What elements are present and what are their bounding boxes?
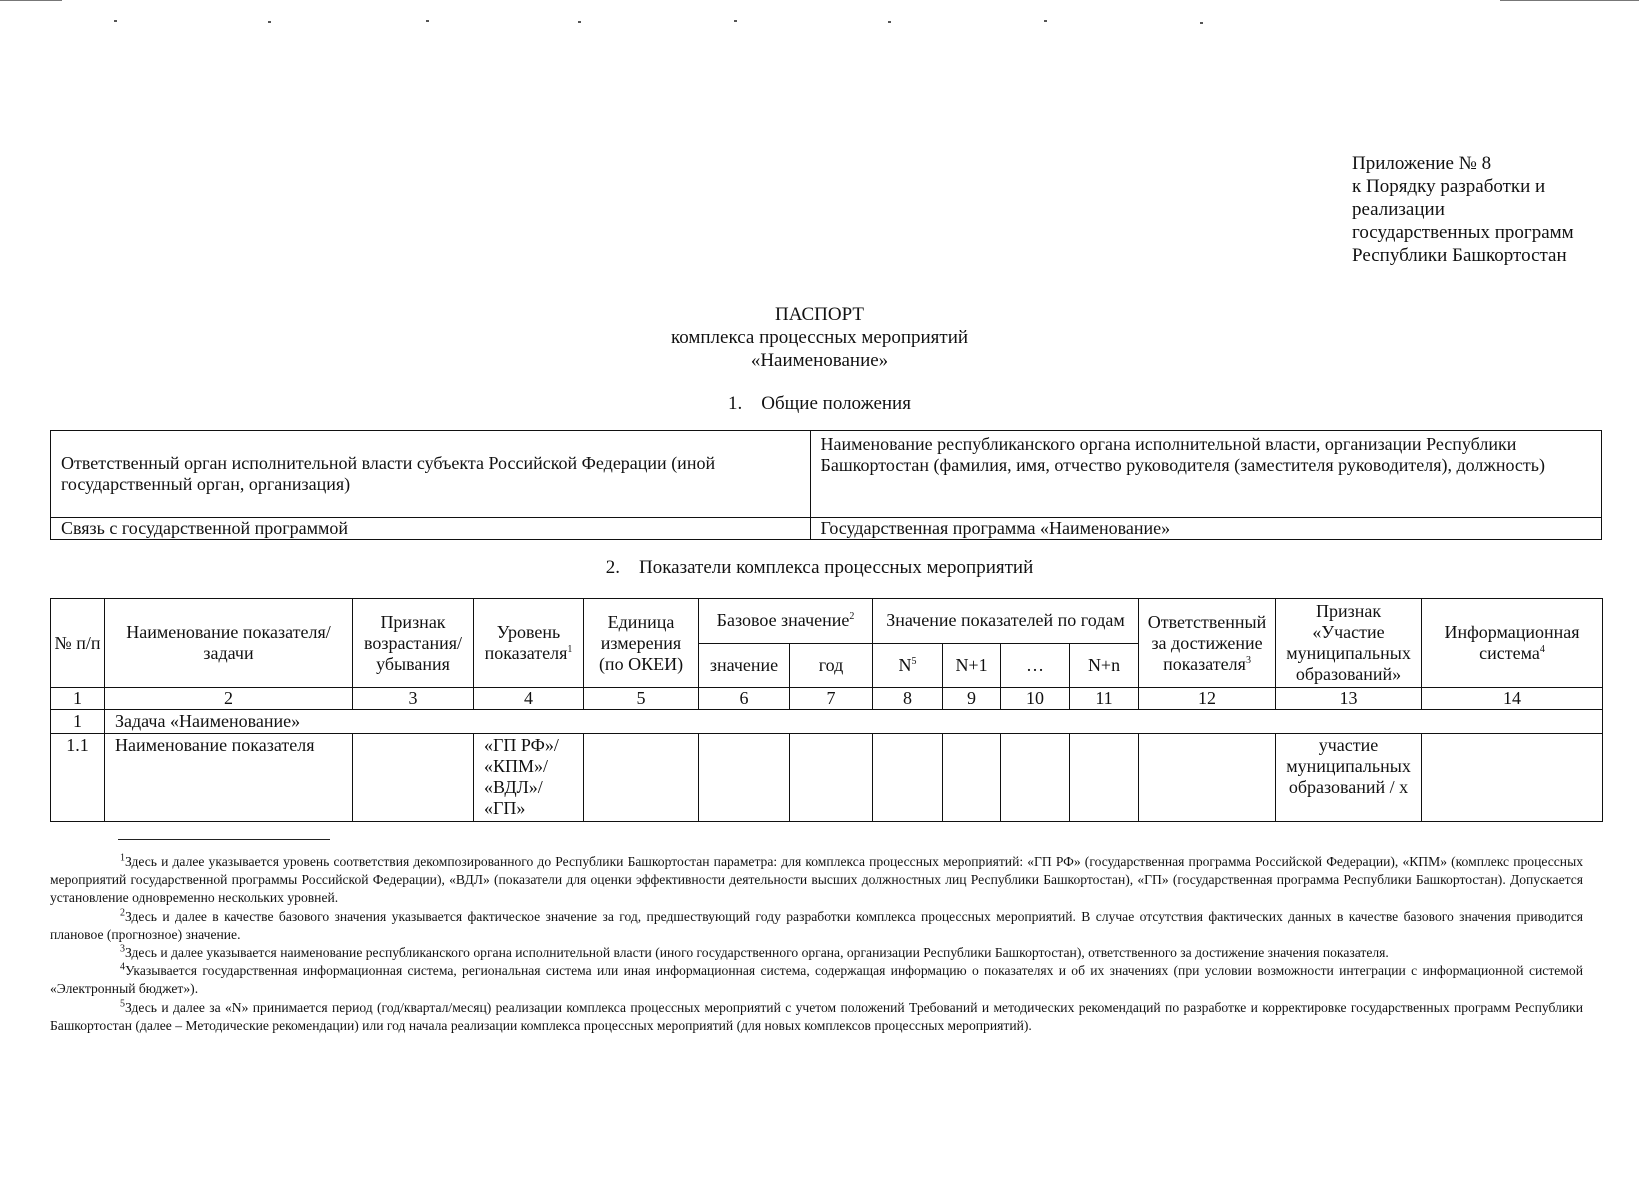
column-number: 3 — [353, 688, 474, 710]
indicator-name: Наименование показателя — [105, 734, 353, 822]
general-provisions-table — [50, 430, 1602, 540]
header-year-n-text: N — [898, 654, 912, 675]
column-number: 2 — [105, 688, 353, 710]
footnote-text: Здесь и далее в качестве базового значения указывается фактическое значение за год, предшествующий году разработки комплекса процессных мероприятий. В случае отсутствия фактических данных в качестве базового значения приводится плановое (прогнозное) значение. — [50, 908, 1583, 942]
indicator-infosystem — [1422, 734, 1603, 822]
annex-line: к Порядку разработки и — [1352, 176, 1546, 197]
column-number: 5 — [584, 688, 699, 710]
header-trend: Признак возрастания/ убывания — [353, 599, 474, 688]
task-num: 1 — [51, 710, 105, 734]
indicator-year-dots — [1001, 734, 1070, 822]
footnote-number: 1 — [120, 852, 125, 864]
indicator-municipal: участие муниципальных образований / х — [1276, 734, 1422, 822]
footnote — [50, 999, 1583, 1035]
header-year-n1: N+1 — [943, 643, 1001, 688]
header-infosystem — [1422, 599, 1603, 688]
column-number: 13 — [1276, 688, 1422, 710]
indicator-year-n — [873, 734, 943, 822]
header-year-n — [873, 643, 943, 688]
header-level — [474, 599, 584, 688]
footnote-ref: 4 — [1539, 644, 1545, 655]
footnote-ref: 1 — [567, 644, 573, 655]
footnote-ref: 5 — [911, 655, 917, 667]
footnote-number: 3 — [120, 943, 125, 955]
footnotes — [50, 853, 1583, 1035]
column-number: 6 — [699, 688, 790, 710]
header-infosystem-text: Информационная система — [1444, 622, 1580, 663]
document-title: ПАСПОРТ — [774, 304, 865, 325]
footnote-ref: 2 — [849, 611, 855, 623]
column-number: 8 — [873, 688, 943, 710]
indicator-base-value — [699, 734, 790, 822]
header-year-nn: N+n — [1070, 643, 1139, 688]
task-label: Задача «Наименование» — [105, 710, 1603, 734]
footnote — [50, 853, 1583, 908]
column-number: 7 — [790, 688, 873, 710]
annex-line: Республики Башкортостан — [1352, 245, 1567, 266]
footnote-number: 4 — [120, 961, 125, 973]
footnote-text: Здесь и далее за «N» принимается период (год/квартал/месяц) реализации комплекса процессных мероприятий с учетом положений Требований и методических рекомендаций по разработке и корректировке государственных программ Республики Башкортостан (далее – Методические рекомендации) или год начала реализации комплекса процессных мероприятий (для новых комплексов процессных мероприятий). — [50, 999, 1583, 1033]
document-subtitle: комплекса процессных мероприятий — [670, 327, 969, 348]
header-num: № п/п — [51, 599, 105, 688]
footnote-number: 5 — [120, 998, 125, 1010]
column-number: 4 — [474, 688, 584, 710]
section-1-heading: 1. Общие положения — [728, 393, 911, 414]
header-base-year: год — [790, 643, 873, 688]
column-number: 10 — [1001, 688, 1070, 710]
footnote-text: Здесь и далее указывается наименование республиканского органа исполнительной власти (иного государственного органа, организации Республики Башкортостан), ответственного за достижение значения показателя. — [125, 945, 1389, 961]
section-2-heading: 2. Показатели комплекса процессных мероприятий — [605, 557, 1034, 578]
indicators-table — [50, 598, 1603, 822]
column-number: 12 — [1139, 688, 1276, 710]
responsible-body-value: Наименование республиканского органа исполнительной власти, организации Республики Башкортостан (фамилия, имя, отчество руководителя (заместителя руководителя), должность) — [810, 431, 1602, 518]
header-years: Значение показателей по годам — [873, 599, 1139, 644]
header-responsible — [1139, 599, 1276, 688]
responsible-body-label: Ответственный орган исполнительной власти субъекта Российской Федерации (иной государственный орган, организация) — [51, 431, 811, 518]
scan-artifact-line — [0, 0, 62, 1]
indicator-unit — [584, 734, 699, 822]
column-number-row — [51, 688, 1603, 710]
indicator-year-n1 — [943, 734, 1001, 822]
document-program-name: «Наименование» — [750, 350, 889, 371]
header-base-text: Базовое значение — [716, 610, 850, 631]
annex-block — [1352, 152, 1612, 267]
header-year-dots: … — [1001, 643, 1070, 688]
table-row — [51, 431, 1602, 518]
column-number: 14 — [1422, 688, 1603, 710]
task-row — [51, 710, 1603, 734]
table-row — [51, 518, 1602, 540]
header-base — [699, 599, 873, 644]
indicator-base-year — [790, 734, 873, 822]
indicator-num: 1.1 — [51, 734, 105, 822]
column-number: 1 — [51, 688, 105, 710]
footnote-ref: 3 — [1245, 654, 1251, 666]
table-header-row — [51, 599, 1603, 644]
header-unit: Единица измерения (по ОКЕИ) — [584, 599, 699, 688]
annex-line: Приложение № 8 — [1352, 153, 1492, 174]
indicator-year-nn — [1070, 734, 1139, 822]
annex-line: государственных программ — [1352, 222, 1574, 243]
footnote-number: 2 — [120, 907, 125, 919]
header-name: Наименование показателя/задачи — [105, 599, 353, 688]
column-number: 11 — [1070, 688, 1139, 710]
footnote — [50, 962, 1583, 998]
footnote — [50, 908, 1583, 944]
header-municipal: Признак «Участие муниципальных образований» — [1276, 599, 1422, 688]
column-number: 9 — [943, 688, 1001, 710]
header-responsible-text: Ответственный за достижение показателя — [1147, 611, 1267, 674]
footnote-text: Здесь и далее указывается уровень соответствия декомпозированного до Республики Башкортостан параметра: для комплекса процессных мероприятий: «ГП РФ» (государственная программа Российской Федерации), «КПМ» (комплекс процессных мероприятий государственной программы Российской Федерации), «ВДЛ» (показатели для оценки эффективности деятельности высших должностных лиц Республики Башкортостан), «ГП» (государственная программа Республики Башкортостан). Допускается установление одновременно нескольких уровней. — [50, 854, 1583, 906]
footnote-separator — [118, 839, 330, 840]
indicator-responsible — [1139, 734, 1276, 822]
footnote-text: Указывается государственная информационная система, региональная система или иная информационная система, содержащая информацию о показателях и об их значениях (при условии возможности интеграции с информационной системой «Электронный бюджет»). — [50, 963, 1583, 997]
scan-artifact-line — [1500, 0, 1639, 1]
indicator-level: «ГП РФ»/ «КПМ»/ «ВДЛ»/ «ГП» — [474, 734, 584, 822]
footnote — [50, 944, 1583, 962]
program-link-value: Государственная программа «Наименование» — [810, 518, 1602, 540]
program-link-label: Связь с государственной программой — [51, 518, 811, 540]
header-base-value: значение — [699, 643, 790, 688]
indicator-trend — [353, 734, 474, 822]
header-level-text: Уровень показателя — [484, 622, 568, 663]
indicator-row — [51, 734, 1603, 822]
annex-line: реализации — [1352, 199, 1445, 220]
